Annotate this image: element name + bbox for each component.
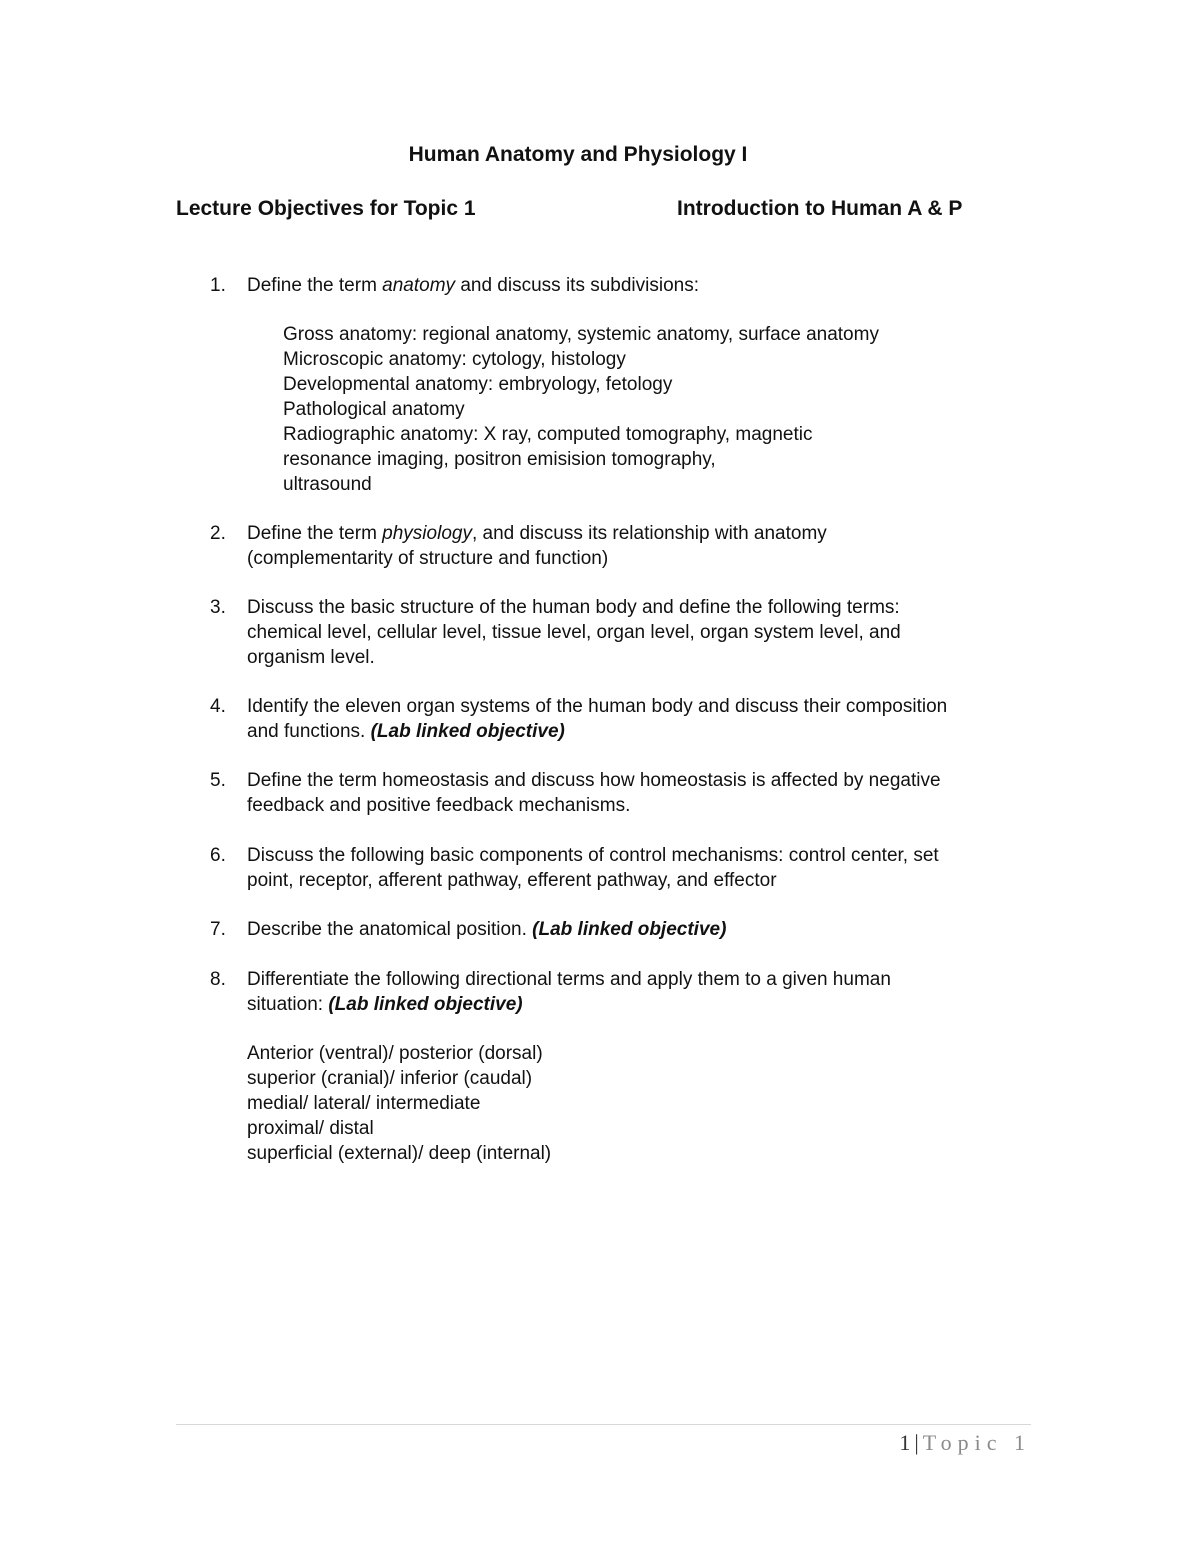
objective-text: Discuss the following basic components of control mechanisms: control center, set <box>247 845 939 866</box>
directional-terms-list <box>247 1041 551 1166</box>
objective-text: chemical level, cellular level, tissue level, organ level, organ system level, and <box>247 622 901 643</box>
objective-text: Describe the anatomical position. <box>247 919 533 940</box>
objective-number: 1. <box>210 275 226 296</box>
footer-topic-label: Topic 1 <box>922 1430 1031 1455</box>
objective-5 <box>210 768 1050 818</box>
objective-1 <box>210 273 1050 298</box>
objective-4 <box>210 694 1050 744</box>
objective-7 <box>210 917 1050 942</box>
subdivision-line: resonance imaging, positron emisision tomography, <box>283 449 716 470</box>
objective-text: and discuss its subdivisions: <box>455 275 699 296</box>
objective-number: 6. <box>210 845 226 866</box>
subdivision-line: Developmental anatomy: embryology, fetology <box>283 374 673 395</box>
objective-number: 2. <box>210 523 226 544</box>
objective-text: point, receptor, afferent pathway, efferent pathway, and effector <box>247 870 777 891</box>
topic-title-heading: Introduction to Human A & P <box>677 197 963 220</box>
objective-text: organism level. <box>247 647 375 668</box>
objective-text: Define the term <box>247 275 383 296</box>
objective-term: anatomy <box>382 275 456 296</box>
objective-number: 8. <box>210 969 226 990</box>
footer-separator: | <box>914 1430 919 1455</box>
objective-text: , and discuss its relationship with anatomy <box>471 523 827 544</box>
page-number: 1 <box>899 1430 911 1455</box>
objective-text: feedback and positive feedback mechanisms. <box>247 795 631 816</box>
footer-divider <box>176 1424 1031 1425</box>
subdivision-line: Gross anatomy: regional anatomy, systemic anatomy, surface anatomy <box>283 324 879 345</box>
subdivision-line: ultrasound <box>283 474 372 495</box>
objective-text: Define the term homeostasis and discuss how homeostasis is affected by negative <box>247 770 941 791</box>
anatomy-subdivisions-list <box>283 322 879 497</box>
subdivision-line: Pathological anatomy <box>283 399 465 420</box>
lab-linked-label: (Lab linked objective) <box>532 919 727 940</box>
objective-number: 5. <box>210 770 226 791</box>
lab-linked-label: (Lab linked objective) <box>328 994 523 1015</box>
objective-text: (complementarity of structure and function) <box>247 548 609 569</box>
directional-term-line: superficial (external)/ deep (internal) <box>247 1143 552 1164</box>
objective-text: Differentiate the following directional terms and apply them to a given human <box>247 969 891 990</box>
objective-text: Define the term <box>247 523 383 544</box>
directional-term-line: Anterior (ventral)/ posterior (dorsal) <box>247 1043 543 1064</box>
subdivision-line: Radiographic anatomy: X ray, computed tomography, magnetic <box>283 424 813 445</box>
objective-2 <box>210 521 1050 571</box>
objective-text: Identify the eleven organ systems of the human body and discuss their composition <box>247 696 948 717</box>
objective-8 <box>210 967 1050 1017</box>
lecture-objectives-heading: Lecture Objectives for Topic 1 <box>176 197 476 220</box>
lab-linked-label: (Lab linked objective) <box>370 721 565 742</box>
directional-term-line: medial/ lateral/ intermediate <box>247 1093 481 1114</box>
objective-text: situation: <box>247 994 329 1015</box>
objective-number: 3. <box>210 597 226 618</box>
directional-term-line: superior (cranial)/ inferior (caudal) <box>247 1068 533 1089</box>
objective-text: Discuss the basic structure of the human body and define the following terms: <box>247 597 900 618</box>
objective-3 <box>210 595 1050 670</box>
subdivision-line: Microscopic anatomy: cytology, histology <box>283 349 626 370</box>
page-footer <box>899 1430 1031 1456</box>
objective-number: 4. <box>210 696 226 717</box>
document-title: Human Anatomy and Physiology I <box>408 143 748 166</box>
objective-term: physiology <box>382 523 472 544</box>
directional-term-line: proximal/ distal <box>247 1118 374 1139</box>
objective-text: and functions. <box>247 721 371 742</box>
objective-number: 7. <box>210 919 226 940</box>
objective-6 <box>210 843 1050 893</box>
